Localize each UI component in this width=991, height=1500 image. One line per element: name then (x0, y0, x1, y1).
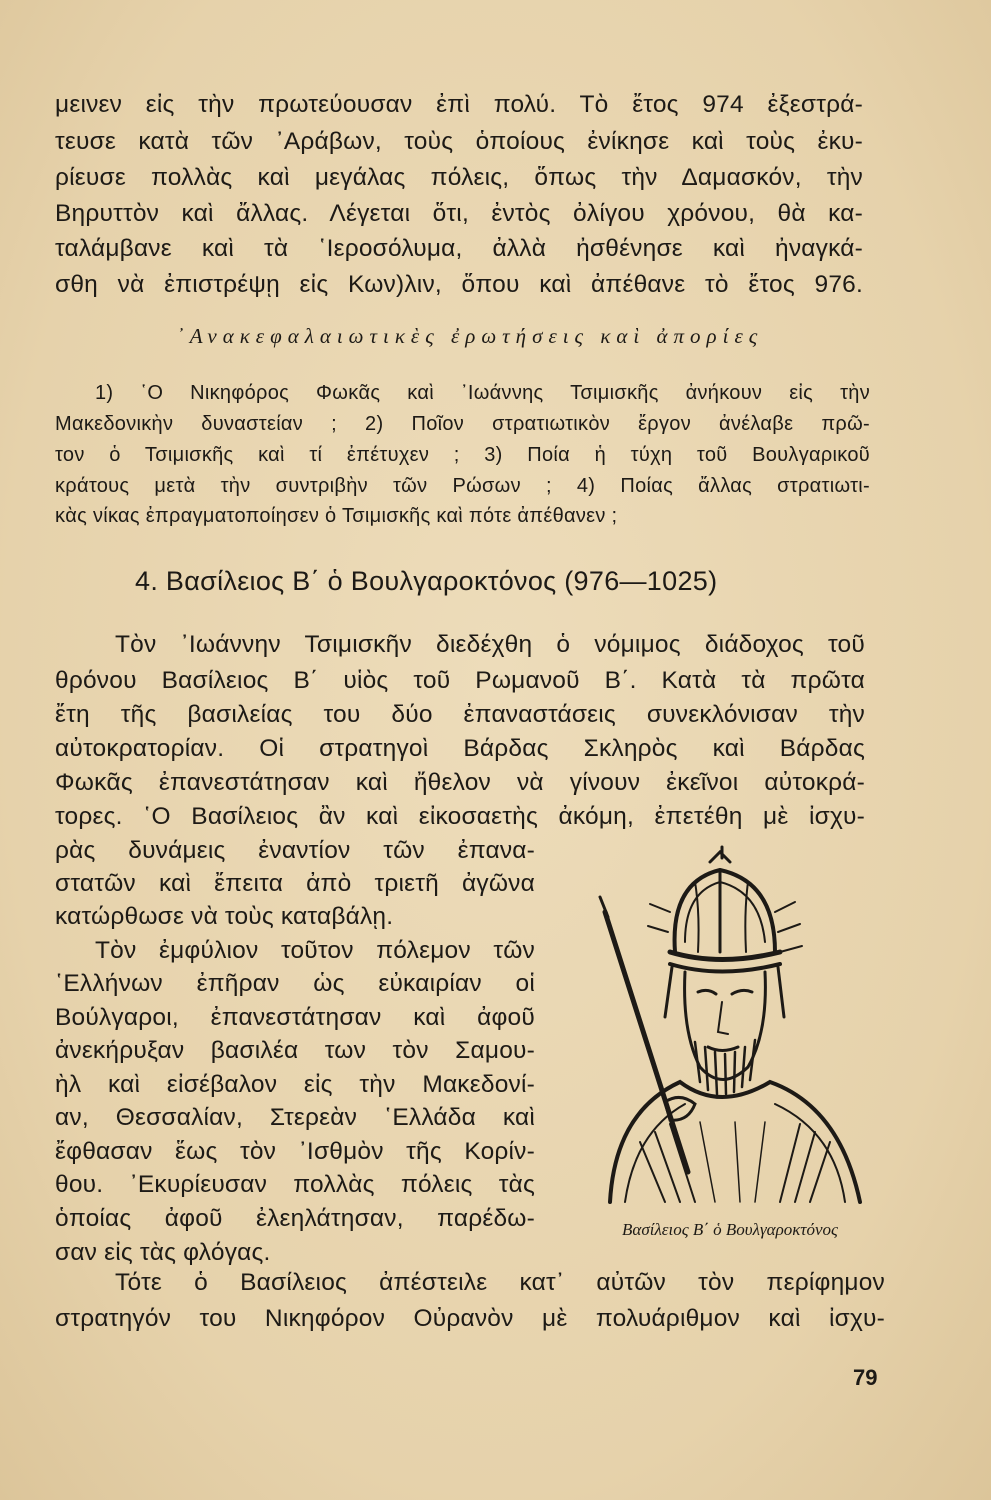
question-line: κὰς νίκας ἐπραγματοποίησεν ὁ Τσιμισκῆς καὶ πότε ἀπέθανεν ; (55, 505, 618, 527)
question-line: τον ὁ Τσιμισκῆς καὶ τί ἐπέτυχεν ; 3) Ποία ἡ τύχη τοῦ Βουλγαρικοῦ (55, 444, 870, 466)
question-line: 1) ῾Ο Νικηφόρος Φωκᾶς καὶ ᾿Ιωάννης Τσιμισκῆς ἀνήκουν εἰς τὴν (95, 382, 870, 404)
text-line: Βηρυττὸν καὶ ἄλλας. Λέγεται ὅτι, ἐντὸς ὀλίγου χρόνου, θὰ κα- (55, 200, 863, 227)
text-line: μεινεν εἰς τὴν πρωτεύουσαν ἐπὶ πολύ. Τὸ ἔτος 974 ἐξεστρά- (55, 91, 863, 118)
text-line: ὴλ καὶ εἰσέβαλον εἰς τὴν Μακεδονί- (55, 1071, 535, 1098)
text-line: θου. ᾿Εκυρίευσαν πολλὰς πόλεις τὰς (55, 1171, 535, 1198)
question-line: κράτους μετὰ τὴν συντριβὴν τῶν Ρώσων ; 4) Ποίας ἄλλας στρατιωτι- (55, 475, 870, 497)
text-line: στατῶν καὶ ἔπειτα ἀπὸ τριετῆ ἀγῶνα (55, 870, 535, 897)
text-line: Τὸν ἐμφύλιον τοῦτον πόλεμον τῶν (95, 937, 535, 964)
text-line: ἀνεκήρυξαν βασιλέα των τὸν Σαμου- (55, 1037, 535, 1064)
text-line: ρὰς δυνάμεις ἐναντίον τῶν ἐπανα- (55, 837, 535, 864)
text-line: σαν εἰς τὰς φλόγας. (55, 1239, 271, 1266)
text-line: ῾Ελλήνων ἐπῆραν ὡς εὐκαιρίαν οἱ (55, 970, 535, 997)
text-line: ὁποίας ἀφοῦ ἐλεηλάτησαν, παρέδω- (55, 1205, 535, 1232)
text-line: Βούλγαροι, ἐπανεστάτησαν καὶ ἀφοῦ (55, 1004, 535, 1031)
text-line: ἔτη τῆς βασιλείας του δύο ἐπαναστάσεις συνεκλόνισαν τὴν (55, 701, 865, 728)
text-line: ἔφθασαν ἕως τὸν ᾿Ισθμὸν τῆς Κορίν- (55, 1138, 535, 1165)
text-line: κατώρθωσε νὰ τοὺς καταβάλῃ. (55, 903, 394, 930)
emperor-portrait-illustration (570, 842, 900, 1222)
text-line: αν, Θεσσαλίαν, Στερεὰν ῾Ελλάδα καὶ (55, 1104, 535, 1131)
text-line: Τὸν ᾿Ιωάννην Τσιμισκῆν διεδέχθη ὁ νόμιμος διάδοχος τοῦ (115, 631, 865, 658)
text-line: τευσε κατὰ τῶν ᾿Αράβων, τοὺς ὁποίους ἐνίκησε καὶ τοὺς ἐκυ- (55, 128, 863, 155)
text-line: τορες. ῾Ο Βασίλειος ἂν καὶ εἰκοσαετὴς ἀκόμη, ἐπετέθη μὲ ἰσχυ- (55, 803, 865, 830)
figure-caption: Βασίλειος Β΄ ὁ Βουλγαροκτόνος (622, 1220, 838, 1239)
portrait-drawing (570, 842, 900, 1222)
text-line: Τότε ὁ Βασίλειος ἀπέστειλε κατ᾿ αὐτῶν τὸν περίφημον (115, 1269, 885, 1296)
text-line: αὐτοκρατορίαν. Οἱ στρατηγοὶ Βάρδας Σκληρὸς καὶ Βάρδας (55, 735, 865, 762)
section-heading: 4. Βασίλειος Β΄ ὁ Βουλγαροκτόνος (976—1025) (135, 566, 718, 596)
text-line: σθη νὰ ἐπιστρέψῃ εἰς Κων)λιν, ὅπου καὶ ἀπέθανε τὸ ἔτος 976. (55, 271, 863, 298)
page-number: 79 (853, 1365, 878, 1390)
review-questions-title: ᾿Ανακεφαλαιωτικὲς ἐρωτήσεις καὶ ἀπορίες (176, 324, 764, 348)
text-line: θρόνου Βασίλειος Β΄ υἱὸς τοῦ Ρωμανοῦ Β΄. Κατὰ τὰ πρῶτα (55, 667, 865, 694)
text-line: στρατηγόν του Νικηφόρον Οὐρανὸν μὲ πολυάριθμον καὶ ἰσχυ- (55, 1305, 885, 1332)
question-line: Μακεδονικὴν δυναστείαν ; 2) Ποῖον στρατιωτικὸν ἔργον ἀνέλαβε πρῶ- (55, 413, 870, 435)
text-line: ταλάμβανε καὶ τὰ ῾Ιεροσόλυμα, ἀλλὰ ἠσθένησε καὶ ἠναγκά- (55, 235, 863, 262)
text-line: ρίευσε πολλὰς καὶ μεγάλας πόλεις, ὅπως τὴν Δαμασκόν, τὴν (55, 164, 863, 191)
text-line: Φωκᾶς ἐπανεστάτησαν καὶ ἤθελον νὰ γίνουν ἐκεῖνοι αὐτοκρά- (55, 769, 865, 796)
